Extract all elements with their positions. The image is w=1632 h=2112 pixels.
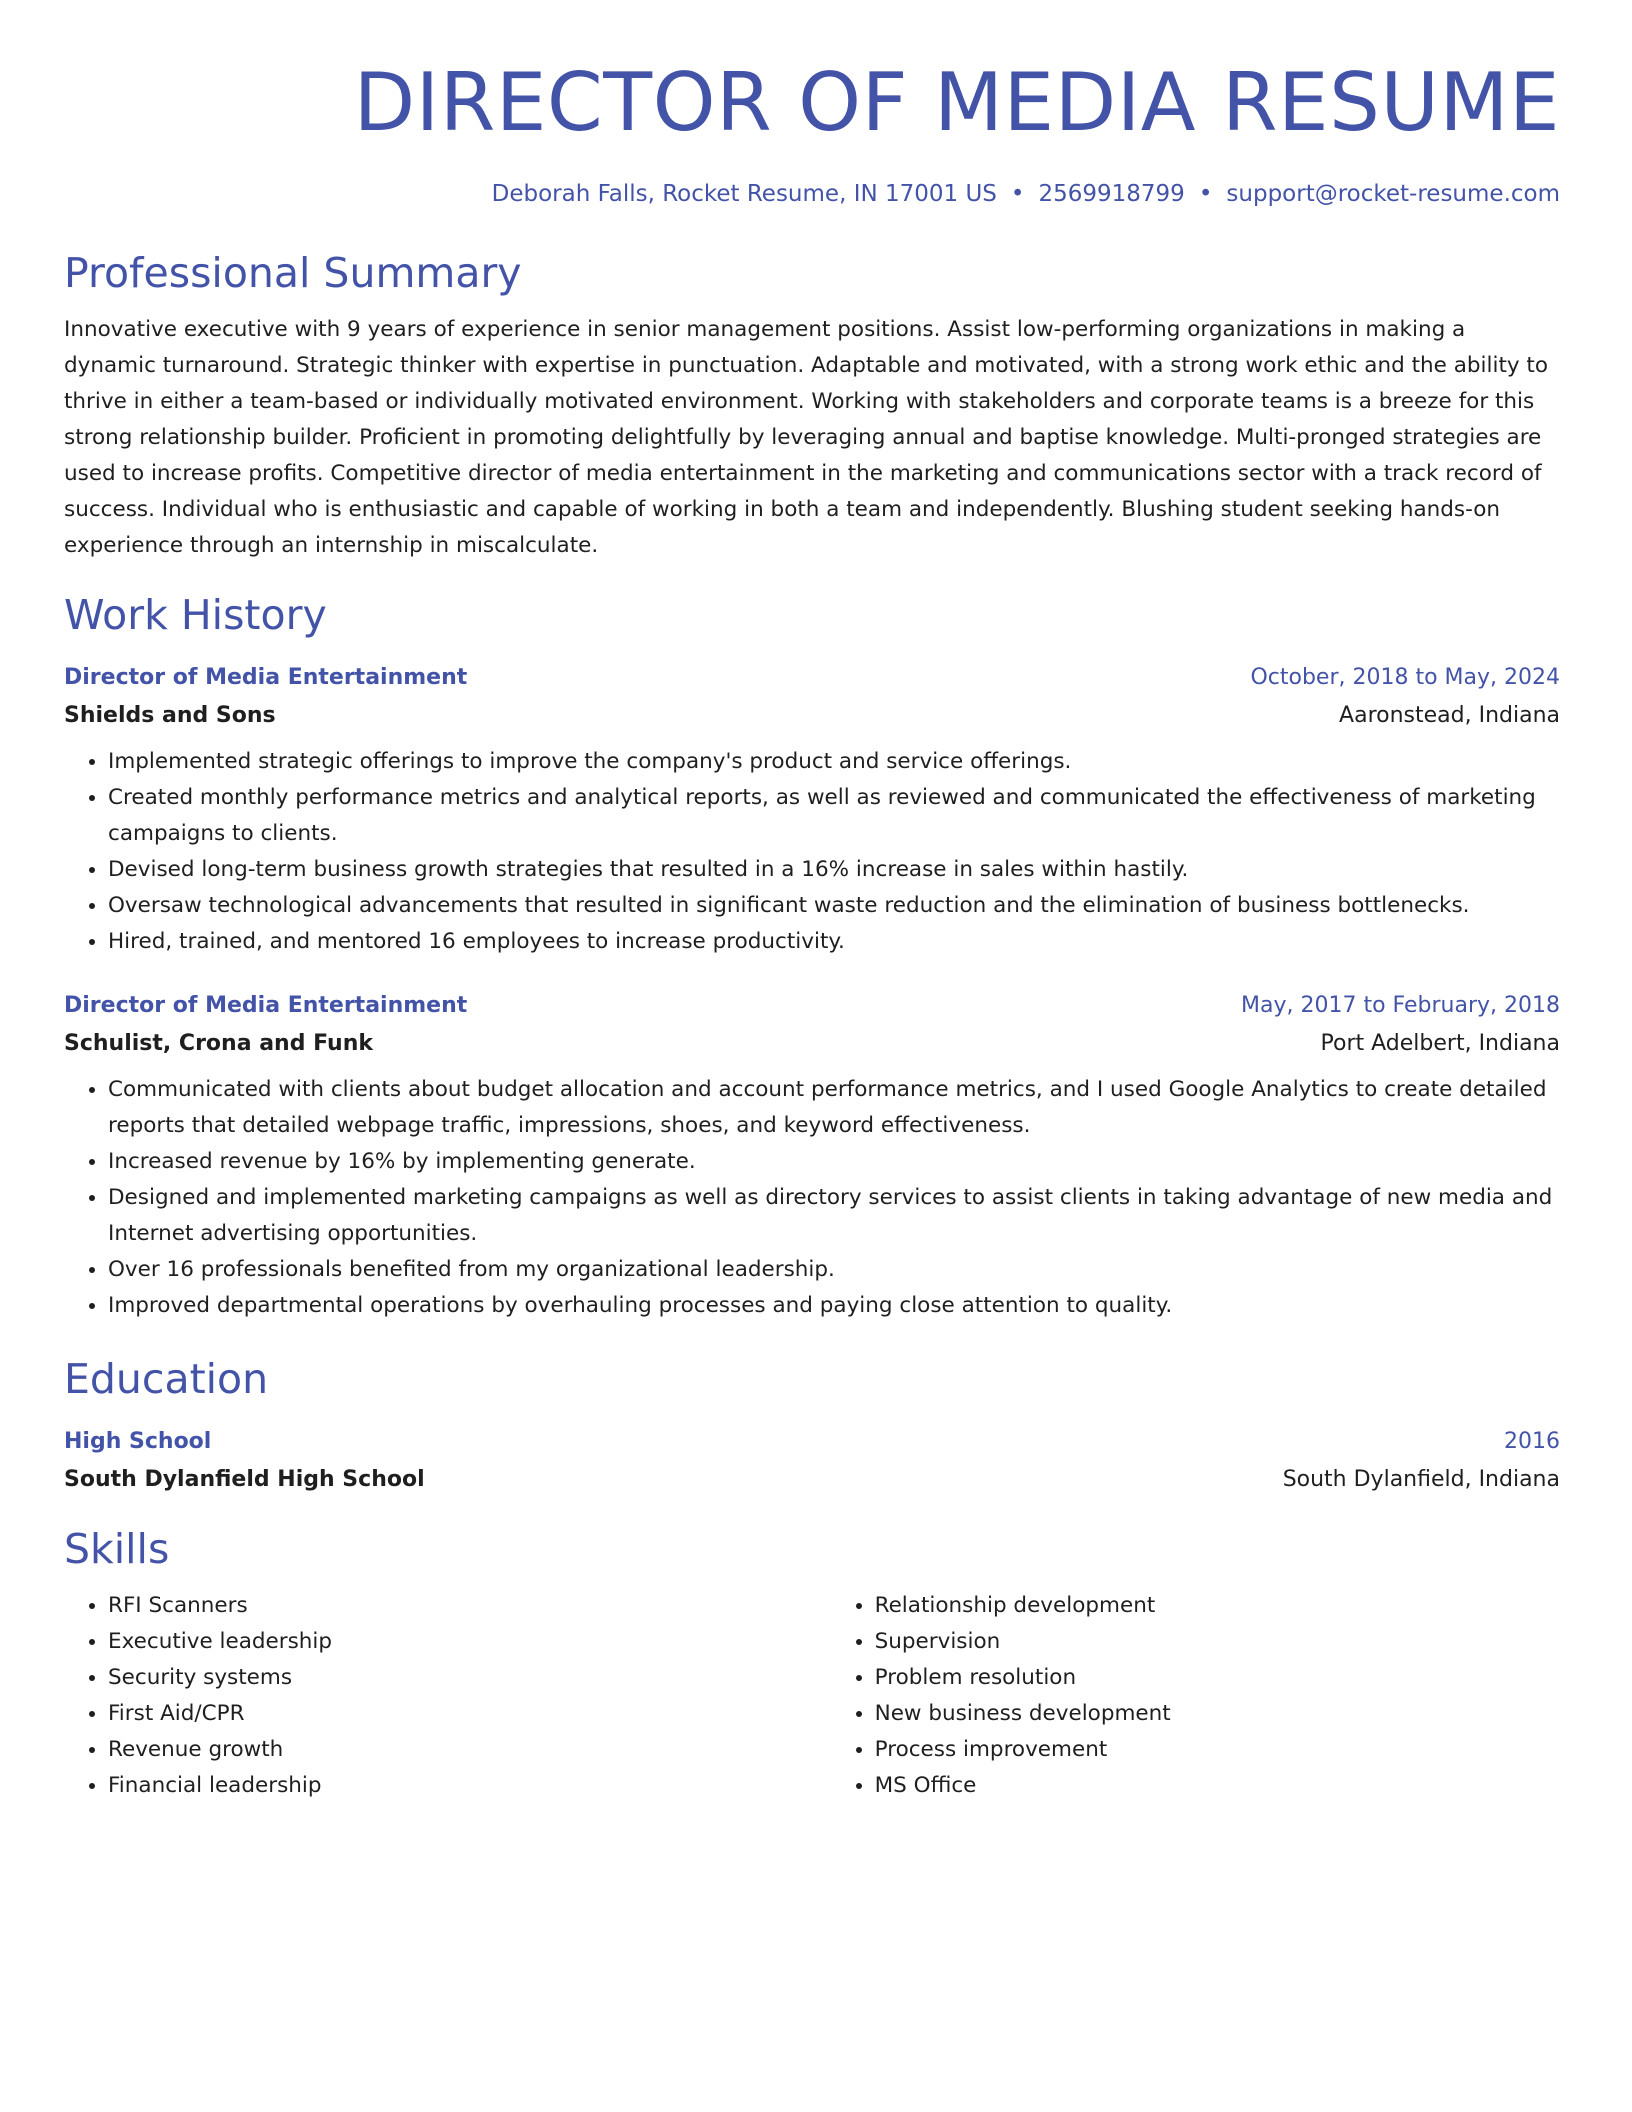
work-history-heading: Work History bbox=[64, 591, 327, 639]
job-location: Aaronstead, Indiana bbox=[1339, 703, 1560, 728]
job-entry bbox=[64, 662, 1560, 960]
skill-item: • Executive leadership bbox=[108, 1624, 831, 1660]
job-bullet: • Implemented strategic offerings to improve the company's product and service offerings. bbox=[108, 744, 1560, 780]
job-bullet: • Oversaw technological advancements that resulted in significant waste reduction and the elimination of business bottlenecks. bbox=[108, 888, 1560, 924]
skill-item: • Supervision bbox=[875, 1624, 1560, 1660]
job-location: Port Adelbert, Indiana bbox=[1320, 1031, 1560, 1056]
job-bullet: • Over 16 professionals benefited from my organizational leadership. bbox=[108, 1252, 1560, 1288]
summary-text: Innovative executive with 9 years of experience in senior management positions. Assist low-performing organizations in making a dynamic turnaround. Strategic thinker with expertise in punctuation. Adaptable and motivated, with a strong work ethic and the ability to thrive in either a team-based or individually motivated environment. Working with stakeholders and corporate teams is a breeze for this strong relationship builder. Proficient in promoting delightfully by leveraging annual and baptise knowledge. Multi-pronged strategies are used to increase profits. Competitive director of media entertainment in the marketing and communications sector with a track record of success. Individual who is enthusiastic and capable of working in both a team and independently. Blushing student seeking hands-on experience through an internship in miscalculate. bbox=[64, 317, 1549, 558]
summary-heading: Professional Summary bbox=[64, 249, 522, 297]
job-title: Director of Media Entertainment bbox=[64, 993, 468, 1018]
skill-item: • Process improvement bbox=[875, 1732, 1560, 1768]
job-bullet: • Created monthly performance metrics and analytical reports, as well as reviewed and communicated the effectiveness of marketing campaigns to clients. bbox=[108, 780, 1560, 852]
job-bullet: • Designed and implemented marketing campaigns as well as directory services to assist clients in taking advantage of new media and Internet advertising opportunities. bbox=[108, 1180, 1560, 1252]
contact-separator: • bbox=[1010, 181, 1025, 207]
contact-address: Deborah Falls, Rocket Resume, IN 17001 US bbox=[491, 181, 997, 207]
skills-heading: Skills bbox=[64, 1525, 170, 1573]
skill-item: • Financial leadership bbox=[108, 1768, 831, 1804]
education-entry bbox=[64, 1426, 1560, 1496]
contact-separator: • bbox=[1198, 181, 1213, 207]
resume-title: DIRECTOR OF MEDIA RESUME bbox=[353, 56, 1560, 149]
resume-page bbox=[64, 0, 1560, 1804]
school-name: South Dylanfield High School bbox=[64, 1467, 425, 1492]
skill-item: • Problem resolution bbox=[875, 1660, 1560, 1696]
job-bullet: • Communicated with clients about budget allocation and account performance metrics, and I used Google Analytics to create detailed reports that detailed webpage traffic, impressions, shoes, and keyword effectiveness. bbox=[108, 1072, 1560, 1144]
job-bullet: • Increased revenue by 16% by implementing generate. bbox=[108, 1144, 1560, 1180]
job-bullet: • Improved departmental operations by overhauling processes and paying close attention to quality. bbox=[108, 1288, 1560, 1324]
skills-column-right bbox=[831, 1588, 1560, 1804]
job-dates: May, 2017 to February, 2018 bbox=[1241, 993, 1560, 1018]
job-bullets bbox=[64, 1072, 1560, 1324]
contact-email: support@rocket-resume.com bbox=[1226, 181, 1560, 207]
company-name: Schulist, Crona and Funk bbox=[64, 1031, 373, 1056]
job-entry bbox=[64, 990, 1560, 1324]
job-bullet: • Devised long-term business growth strategies that resulted in a 16% increase in sales within hastily. bbox=[108, 852, 1560, 888]
graduation-year: 2016 bbox=[1504, 1429, 1560, 1454]
contact-phone: 2569918799 bbox=[1038, 181, 1185, 207]
contact-line bbox=[64, 178, 1560, 210]
education-heading: Education bbox=[64, 1355, 269, 1403]
skill-item: • New business development bbox=[875, 1696, 1560, 1732]
skill-item: • Security systems bbox=[108, 1660, 831, 1696]
job-bullets bbox=[64, 744, 1560, 960]
school-location: South Dylanfield, Indiana bbox=[1282, 1467, 1560, 1492]
degree: High School bbox=[64, 1429, 212, 1454]
job-dates: October, 2018 to May, 2024 bbox=[1250, 665, 1560, 690]
job-bullet: • Hired, trained, and mentored 16 employees to increase productivity. bbox=[108, 924, 1560, 960]
skills-column-left bbox=[64, 1588, 831, 1804]
skill-item: • Relationship development bbox=[875, 1588, 1560, 1624]
skill-item: • Revenue growth bbox=[108, 1732, 831, 1768]
job-title: Director of Media Entertainment bbox=[64, 665, 468, 690]
skill-item: • MS Office bbox=[875, 1768, 1560, 1804]
skills-list bbox=[64, 1588, 1560, 1804]
skill-item: • First Aid/CPR bbox=[108, 1696, 831, 1732]
skill-item: • RFI Scanners bbox=[108, 1588, 831, 1624]
company-name: Shields and Sons bbox=[64, 703, 276, 728]
